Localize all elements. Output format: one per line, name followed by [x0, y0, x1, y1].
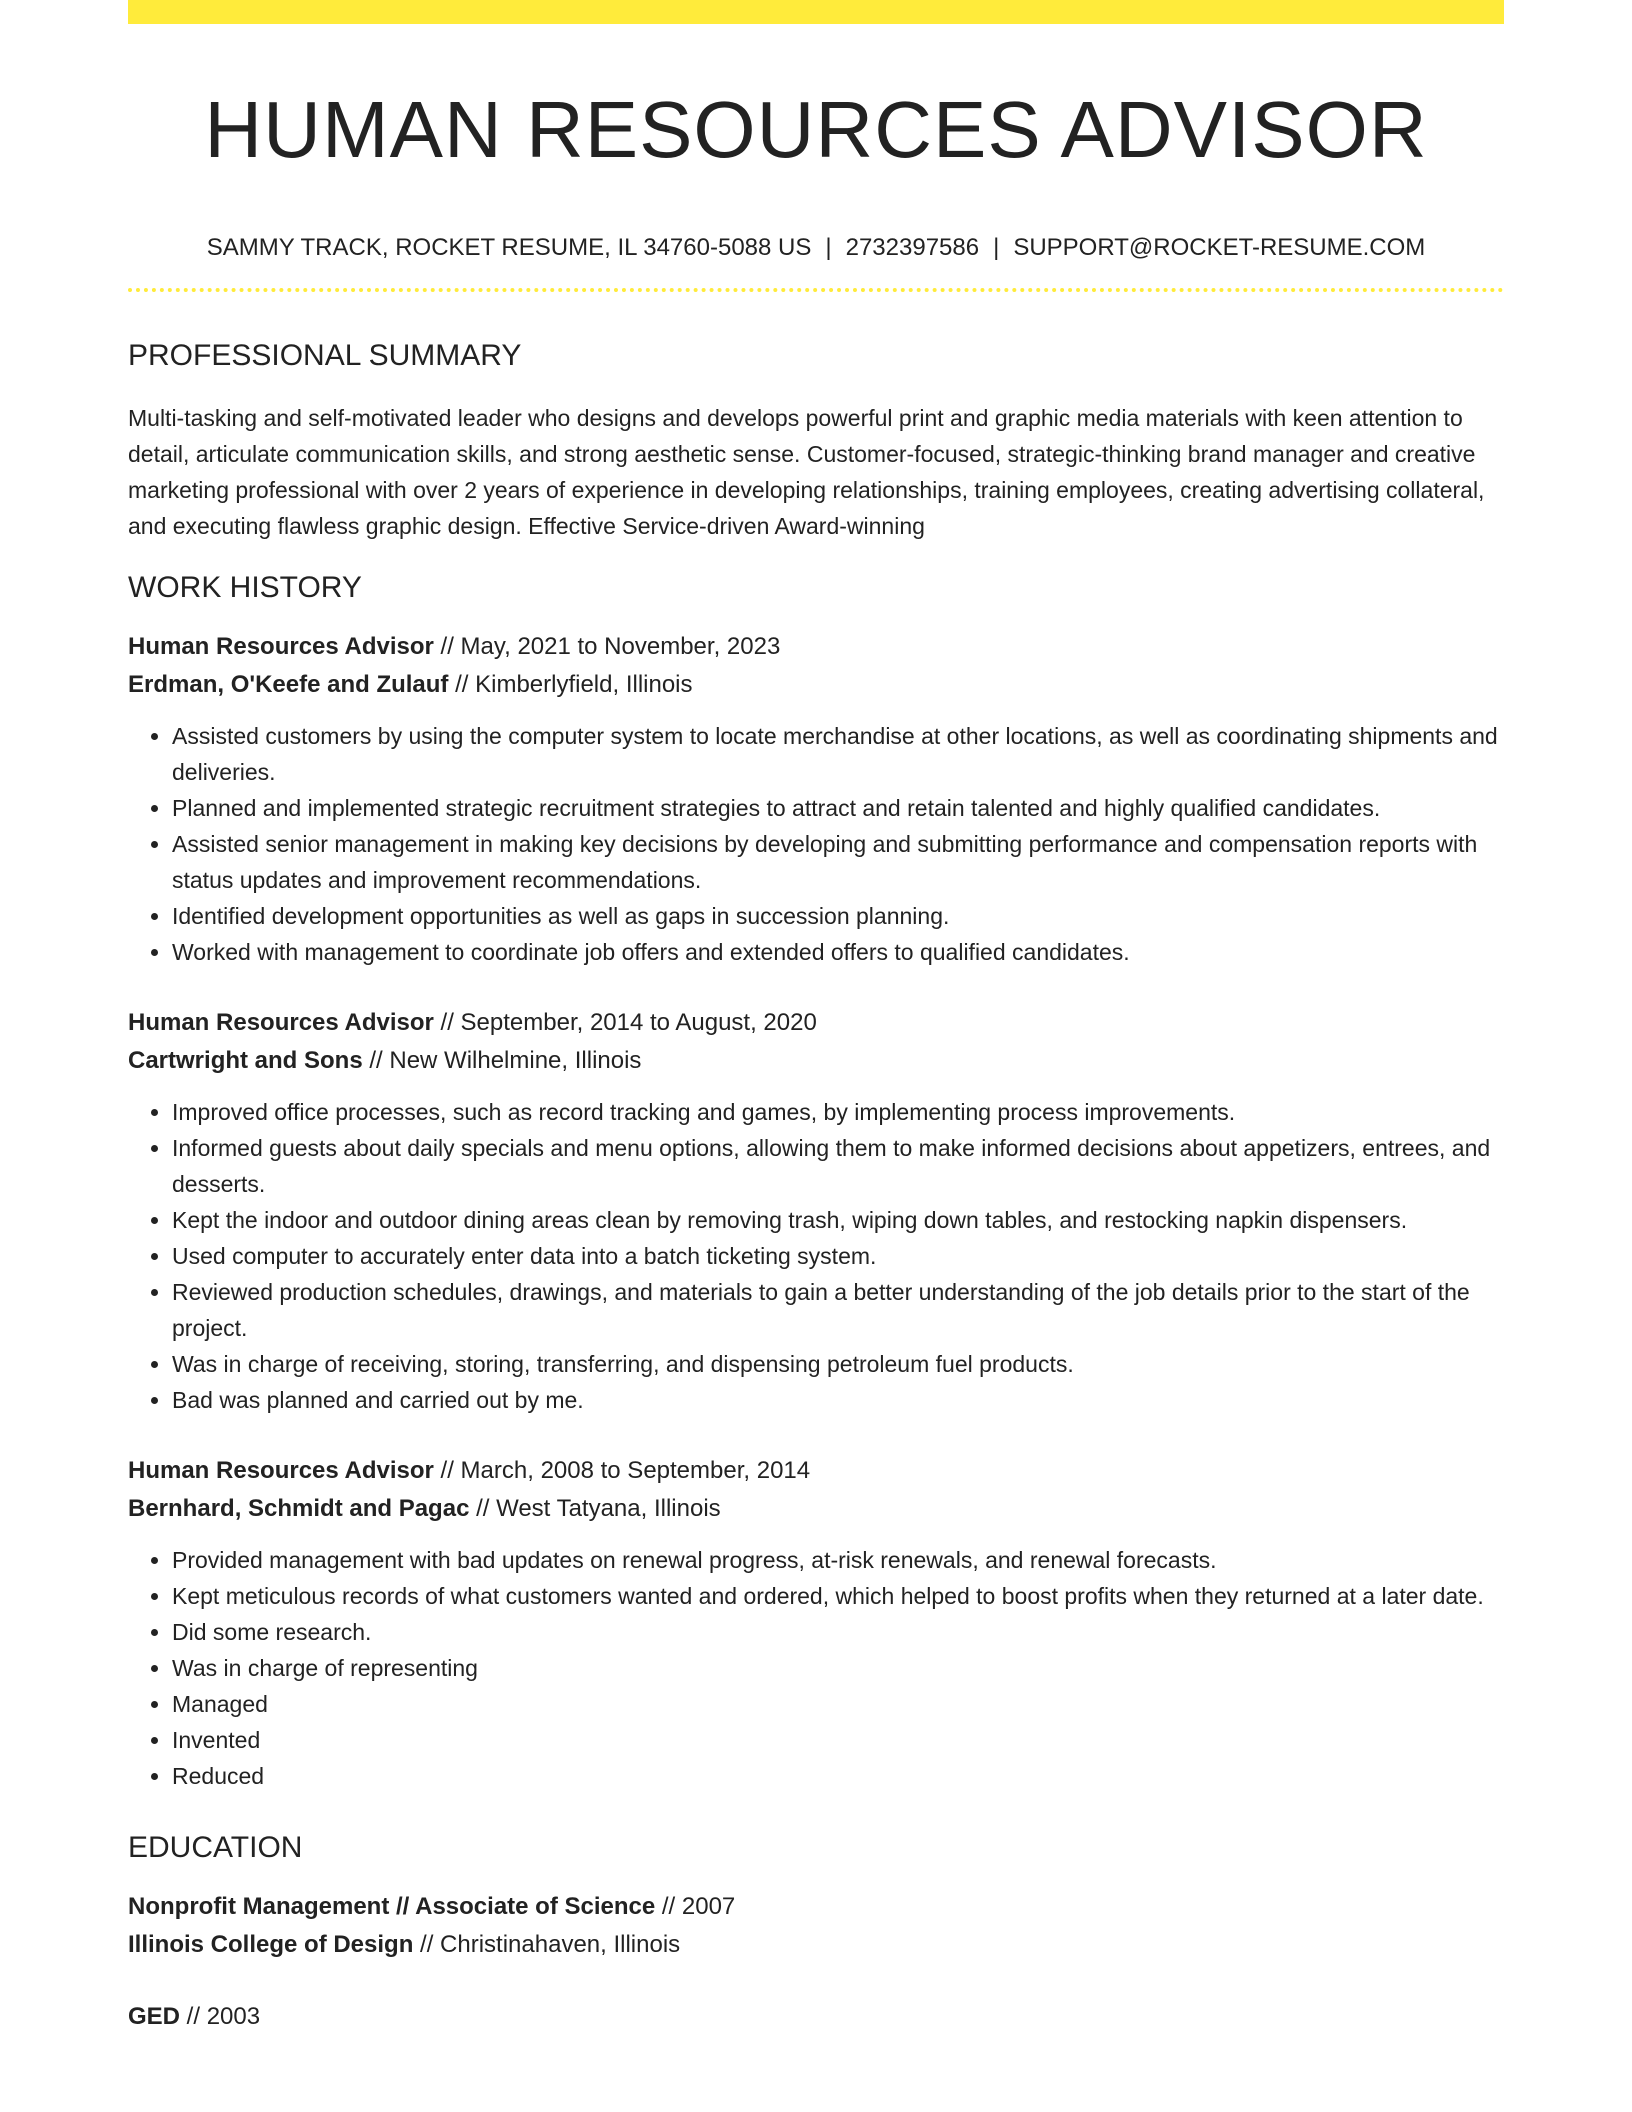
job-bullet: • Provided management with bad updates on renewal progress, at-risk renewals, and renewal forecasts. [172, 1542, 1504, 1578]
job-role: Human Resources Advisor [128, 1457, 434, 1484]
education-location: Christinahaven, Illinois [440, 1931, 681, 1958]
education-school-line [128, 1926, 1504, 1964]
job-role: Human Resources Advisor [128, 1009, 434, 1036]
job-bullet: • Kept the indoor and outdoor dining areas clean by removing trash, wiping down tables, and restocking napkin dispensers. [172, 1202, 1504, 1238]
summary-heading: PROFESSIONAL SUMMARY [128, 339, 522, 372]
contact-line [128, 232, 1504, 264]
job-company-line [128, 1042, 1504, 1080]
job-company-line [128, 1490, 1504, 1528]
job-location: New Wilhelmine, Illinois [389, 1047, 642, 1074]
job-role: Human Resources Advisor [128, 633, 434, 660]
job-separator: // [362, 1047, 390, 1074]
contact-phone: 2732397586 [845, 234, 980, 261]
dotted-divider [128, 288, 1504, 292]
job-bullet: • Assisted senior management in making key decisions by developing and submitting performance and compensation reports with status updates and improvement recommendations. [172, 826, 1504, 898]
contact-separator: | [825, 234, 832, 261]
job-company: Cartwright and Sons [128, 1047, 363, 1074]
job-bullet: • Planned and implemented strategic recruitment strategies to attract and retain talented and highly qualified candidates. [172, 790, 1504, 826]
education-school: Illinois College of Design [128, 1931, 414, 1958]
job-bullet: • Reduced [172, 1758, 1504, 1794]
top-accent-bar [128, 0, 1504, 24]
job-bullet: • Worked with management to coordinate job offers and extended offers to qualified candidates. [172, 934, 1504, 970]
job-bullet: • Kept meticulous records of what customers wanted and ordered, which helped to boost profits when they returned at a later date. [172, 1578, 1504, 1614]
job-company: Bernhard, Schmidt and Pagac [128, 1495, 470, 1522]
education-degree-line [128, 1998, 1504, 2036]
resume-title: HUMAN RESOURCES ADVISOR [204, 85, 1428, 174]
education-separator: // [180, 2003, 207, 2030]
job-bullet: • Improved office processes, such as record tracking and games, by implementing process improvements. [172, 1094, 1504, 1130]
job-separator: // [433, 633, 461, 660]
job-separator: // [433, 1009, 461, 1036]
job-company-line [128, 666, 1504, 704]
contact-separator: | [993, 234, 1000, 261]
job-entry [128, 628, 1504, 970]
education-year: 2007 [681, 1893, 736, 1920]
education-degree: Nonprofit Management // Associate of Science [128, 1893, 656, 1920]
job-separator: // [469, 1495, 497, 1522]
job-entry [128, 1004, 1504, 1418]
job-bullet: • Assisted customers by using the computer system to locate merchandise at other locations, as well as coordinating shipments and deliveries. [172, 718, 1504, 790]
job-company: Erdman, O'Keefe and Zulauf [128, 671, 449, 698]
contact-address: SAMMY TRACK, ROCKET RESUME, IL 34760-5088 US [206, 234, 812, 261]
job-bullet: • Used computer to accurately enter data into a batch ticketing system. [172, 1238, 1504, 1274]
job-bullets [128, 718, 1504, 970]
work-history-heading: WORK HISTORY [128, 571, 362, 604]
education-separator: // [413, 1931, 441, 1958]
education-list [128, 1888, 1504, 2036]
job-bullet: • Bad was planned and carried out by me. [172, 1382, 1504, 1418]
education-degree: GED [128, 2003, 181, 2030]
job-separator: // [448, 671, 476, 698]
job-bullet: • Did some research. [172, 1614, 1504, 1650]
job-bullet: • Was in charge of receiving, storing, transferring, and dispensing petroleum fuel products. [172, 1346, 1504, 1382]
job-bullet: • Managed [172, 1686, 1504, 1722]
job-location: Kimberlyfield, Illinois [475, 671, 693, 698]
education-degree-line [128, 1888, 1504, 1926]
job-entry [128, 1452, 1504, 1794]
job-separator: // [433, 1457, 461, 1484]
job-bullet: • Invented [172, 1722, 1504, 1758]
job-dates: September, 2014 to August, 2020 [460, 1009, 817, 1036]
job-title-line [128, 1452, 1504, 1490]
education-heading: EDUCATION [128, 1831, 303, 1864]
job-dates: May, 2021 to November, 2023 [460, 633, 781, 660]
summary-text: Multi-tasking and self-motivated leader who designs and develops powerful print and graphic media materials with keen attention to detail, articulate communication skills, and strong aesthetic sense. Customer-focused, strategic-thinking brand manager and creative marketing professional with over 2 years of experience in developing relationships, training employees, creating advertising collateral, and executing flawless graphic design. Effective Service-driven Award-winning [128, 405, 1485, 539]
job-bullet: • Reviewed production schedules, drawings, and materials to gain a better understanding of the job details prior to the start of the project. [172, 1274, 1504, 1346]
job-bullets [128, 1542, 1504, 1794]
job-bullet: • Was in charge of representing [172, 1650, 1504, 1686]
education-entry [128, 1888, 1504, 1964]
job-title-line [128, 628, 1504, 666]
resume-page [128, 0, 1504, 2036]
work-history-list [128, 628, 1504, 1794]
job-title-line [128, 1004, 1504, 1042]
job-dates: March, 2008 to September, 2014 [460, 1457, 811, 1484]
education-entry [128, 1998, 1504, 2036]
job-bullets [128, 1094, 1504, 1418]
education-year: 2003 [206, 2003, 261, 2030]
contact-email: SUPPORT@ROCKET-RESUME.COM [1013, 234, 1426, 261]
education-separator: // [655, 1893, 682, 1920]
job-location: West Tatyana, Illinois [496, 1495, 721, 1522]
job-bullet: • Identified development opportunities as well as gaps in succession planning. [172, 898, 1504, 934]
job-bullet: • Informed guests about daily specials and menu options, allowing them to make informed decisions about appetizers, entrees, and desserts. [172, 1130, 1504, 1202]
